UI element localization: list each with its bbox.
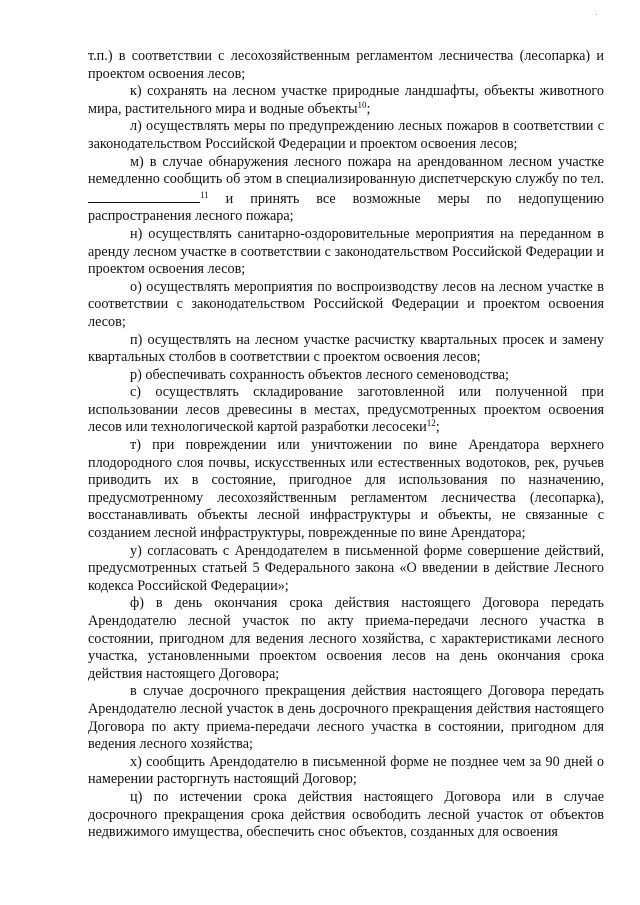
paragraph-f-early [88, 683, 604, 753]
footnote-ref-11: 11 [200, 189, 209, 200]
paragraph-text: о) осуществлять мероприятия по воспроизводству лесов на лесном участке в соответствии с законодательством Российской Федерации и проектом освоения лесов; [88, 278, 604, 330]
paragraph-punct: ; [435, 419, 440, 436]
paragraph-o [88, 279, 604, 332]
paragraph-f [88, 595, 604, 683]
paragraph-punct: ; [366, 100, 371, 117]
paragraph-text: п) осуществлять на лесном участке расчистку квартальных просек и замену квартальных столбов в соответствии с проектом освоения лесов; [88, 331, 604, 366]
paragraph-text: ц) по истечении срока действия настоящего Договора или в случае досрочного прекращения срока действия освободить лесной участок от объектов недвижимого имущества, обеспечить снос объектов, созданных для освоения [88, 788, 604, 841]
paragraph-text: р) обеспечивать сохранность объектов лесного семеноводства; [130, 366, 509, 383]
paragraph-h [88, 754, 604, 789]
document-page [88, 48, 604, 842]
paragraph-c [88, 789, 604, 842]
paragraph-m [88, 154, 604, 226]
footnote-ref-12: 12 [426, 418, 436, 429]
paragraph-text: и принять все возможные меры по недопущению распространения лесного пожара; [88, 190, 604, 225]
paragraph-text: с) осуществлять складирование заготовленной или полученной при использовании лесов древесины в местах, предусмотренных проектом освоения лесов или технологической картой разработки лесосеки [88, 384, 604, 436]
paragraph-text: м) в случае обнаружения лесного пожара на арендованном лесном участке немедленно сообщить об этом в специализированную диспетчерскую службу по тел. [88, 153, 604, 188]
paragraph-l [88, 118, 604, 153]
paragraph-s [88, 384, 604, 437]
phone-blank-line [88, 189, 200, 203]
footnote-ref-10: 10 [357, 99, 367, 110]
paragraph-text: л) осуществлять меры по предупреждению лесных пожаров в соответствии с законодательством Российской Федерации и проектом освоения лесов; [88, 118, 604, 152]
paragraph-text: х) сообщить Арендодателю в письменной форме не позднее чем за 90 дней о намерении расторгнуть настоящий Договор; [88, 753, 604, 788]
paragraph-k [88, 83, 604, 118]
scan-speck [596, 14, 597, 15]
paragraph-t [88, 437, 604, 543]
paragraph-text: у) согласовать с Арендодателем в письменной форме совершение действий, предусмотренных статьей 5 Федерального закона «О введении в действие Лесного кодекса Российской Федерации»; [88, 542, 604, 594]
paragraph-text: в случае досрочного прекращения действия настоящего Договора передать Арендодателю лесной участок в день досрочного прекращения действия настоящего Договора по акту приема-передачи лесного участка в состоянии, пригодном для ведения лесного хозяйства; [88, 683, 604, 753]
paragraph-continuation [88, 48, 604, 83]
paragraph-n [88, 226, 604, 279]
paragraph-text: ф) в день окончания срока действия настоящего Договора передать Арендодателю лесной участок по акту приема-передачи лесного участка в состоянии, пригодном для ведения лесного хозяйства, с характеристиками лесного участка, установленными проектом освоения лесов на день окончания срока действия настоящего Договора; [88, 595, 604, 682]
paragraph-u [88, 543, 604, 596]
paragraph-text: к) сохранять на лесном участке природные ландшафты, объекты животного мира, растительного мира и водные объекты [88, 83, 604, 117]
paragraph-r [88, 367, 604, 385]
paragraph-text: н) осуществлять санитарно-оздоровительные мероприятия на переданном в аренду лесном участке в соответствии с законодательством Российской Федерации и проектом освоения лесов; [88, 225, 604, 278]
paragraph-text: т) при повреждении или уничтожении по вине Арендатора верхнего плодородного слоя почвы, искусственных или естественных водотоков, рек, ручьев приводить их в состояние, пригодное для использования по назначению, предусмотренному лесохозяйственным регламентом лесничества (лесопарка), восстанавливать объекты лесной инфраструктуры и объекты, не связанные с созданием лесной инфраструктуры, поврежденные по вине Арендатора; [88, 437, 604, 542]
paragraph-text: т.п.) в соответствии с лесохозяйственным регламентом лесничества (лесопарка) и проектом освоения лесов; [88, 48, 604, 82]
paragraph-p [88, 332, 604, 367]
